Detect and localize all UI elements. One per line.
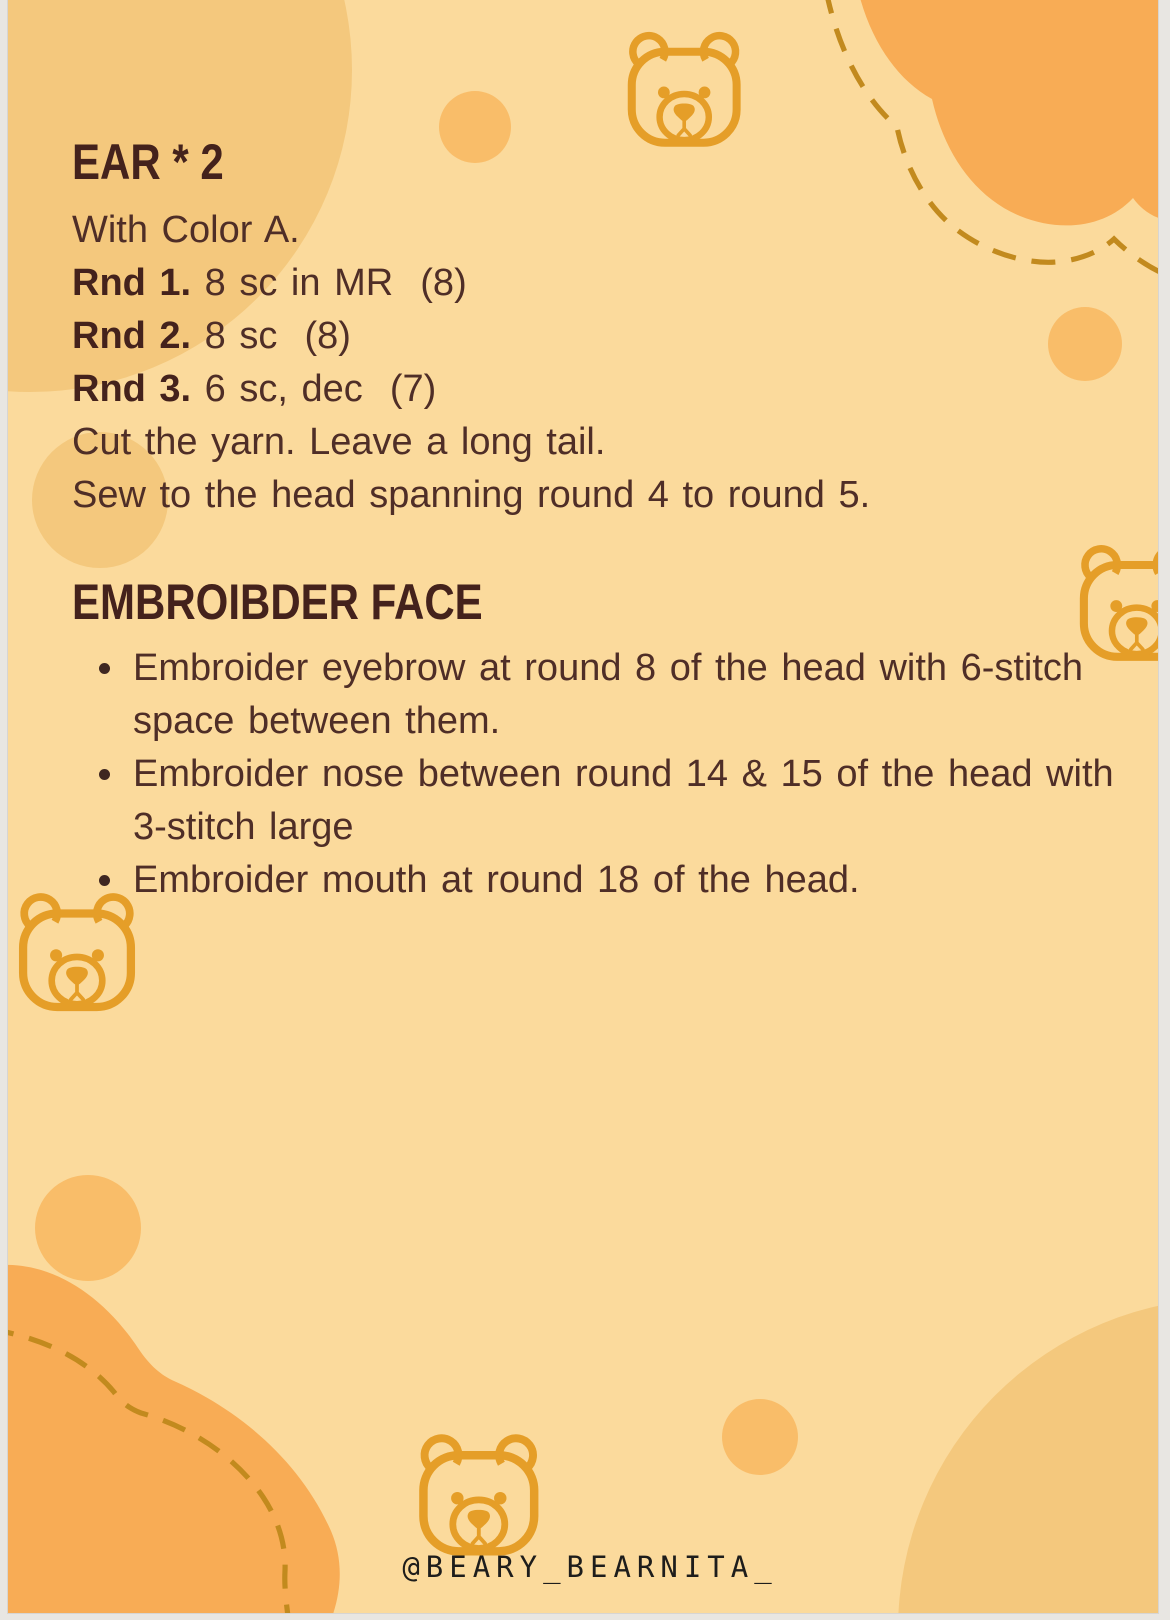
bear-face-icon [423, 1438, 534, 1551]
bullet-line: space between them. [133, 700, 501, 742]
pattern-line-text: Cut the yarn. Leave a long tail. [72, 421, 606, 463]
pattern-line-text: 8 sc in MR (8) [191, 262, 467, 304]
decor-circle [439, 91, 511, 163]
instagram-handle: @BEARY_BEARNITA_ [402, 1550, 778, 1584]
ear-instructions [72, 204, 870, 522]
pattern-line [72, 416, 870, 469]
bullet-line: Embroider nose between round 14 & 15 of the head with [133, 753, 1114, 795]
pattern-line-text: 6 sc, dec (7) [191, 368, 437, 410]
bullet-line: Embroider mouth at round 18 of the head. [133, 859, 860, 901]
round-label: Rnd 3. [72, 368, 192, 410]
decor-circle [722, 1399, 798, 1475]
bear-face-icon [23, 897, 131, 1007]
bullet-dot [99, 769, 110, 780]
section-heading-embroider-face [72, 574, 561, 630]
pattern-line-text: Sew to the head spanning round 4 to round 5. [72, 474, 871, 516]
bullet-line: 3-stitch large [133, 806, 354, 848]
bullet-item [99, 854, 1114, 907]
section-heading-embroider-face-text: EMBROIBDER FACE [72, 574, 483, 630]
section-heading-ear [72, 134, 253, 190]
round-label: Rnd 2. [72, 315, 192, 357]
bear-face-icon [632, 36, 737, 143]
bullet-item [99, 642, 1114, 748]
pattern-line [72, 257, 870, 310]
section-heading-ear-text: EAR * 2 [72, 134, 224, 190]
decor-circle [35, 1175, 141, 1281]
pattern-line-text: 8 sc (8) [191, 315, 351, 357]
pattern-line [72, 469, 870, 522]
bullet-dot [99, 663, 110, 674]
pattern-line [72, 310, 870, 363]
bullet-dot [99, 875, 110, 886]
decor-circle [1048, 307, 1122, 381]
bullet-line: Embroider eyebrow at round 8 of the head with 6-stitch [133, 647, 1084, 689]
cloud-scallop-shape [858, 0, 1158, 225]
pattern-line [72, 204, 870, 257]
round-label: Rnd 1. [72, 262, 192, 304]
bear-face-icon [1084, 549, 1158, 657]
pattern-page [8, 0, 1158, 1613]
pattern-line-text: With Color A. [72, 209, 300, 251]
bullet-item [99, 748, 1114, 854]
pattern-line [72, 363, 870, 416]
embroider-face-list [99, 642, 1114, 907]
